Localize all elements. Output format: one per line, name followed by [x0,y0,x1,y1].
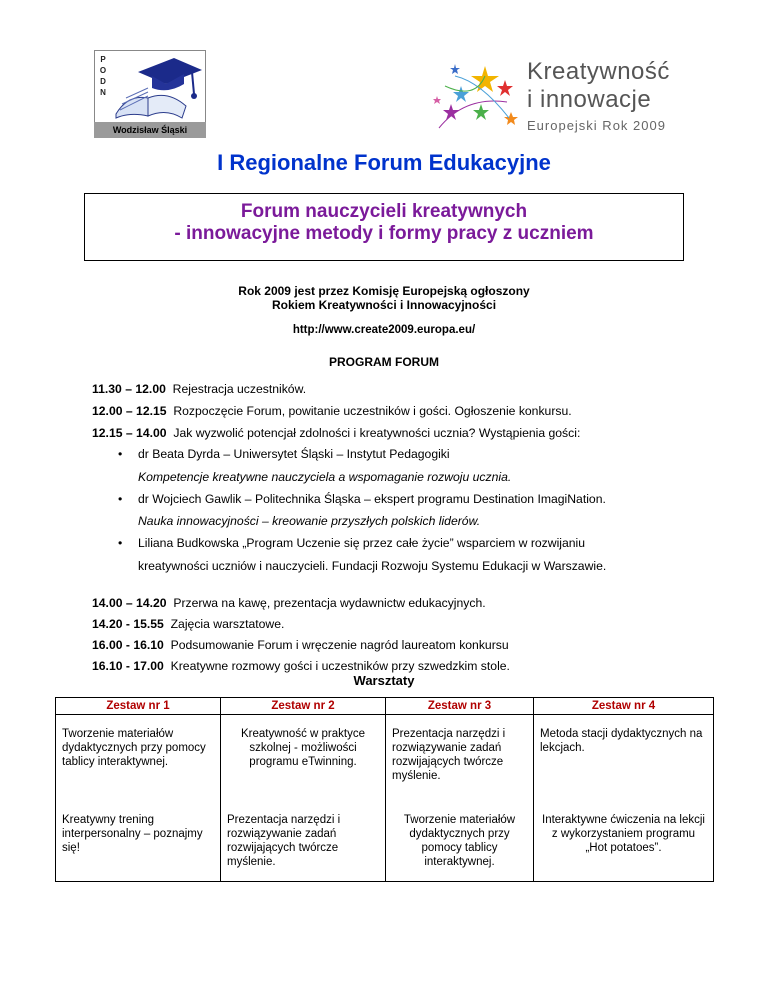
table-cell: Kreatywny trening interpersonalny – poznajmy się! [56,801,221,882]
stars-icon [425,56,525,136]
agenda-time: 12.15 – 14.00 [92,426,167,440]
speaker-topic-text: kreatywności uczniów i nauczycieli. Fundacji Rozwoju Systemu Edukacji w Warszawie. [138,559,607,573]
agenda-time: 16.10 - 17.00 [92,659,164,673]
agenda-item [92,595,692,611]
podn-place: Wodzisław Śląski [94,122,206,138]
table-row [56,801,714,882]
kreat-title-line2: i innowacje [527,86,652,113]
kreat-subtitle: Europejski Rok 2009 [527,118,666,133]
table-cell: Tworzenie materiałów dydaktycznych przy pomocy tablicy interaktywnej. [386,801,534,882]
agenda-text: Przerwa na kawę, prezentacja wydawnictw edukacyjnych. [173,596,486,610]
table-header: Zestaw nr 2 [221,698,386,715]
bullet-icon: • [118,492,123,506]
agenda-time: 16.00 - 16.10 [92,638,164,652]
agenda-item [92,637,692,653]
intro-line2: Rokiem Kreatywności i Innowacyjności [271,298,497,312]
podn-logo [94,50,206,138]
agenda-text: Rejestracja uczestników. [172,382,307,396]
table-row [56,715,714,802]
agenda-text: Jak wyzwolić potencjał zdolności i kreatywności ucznia? Wystąpienia gości: [173,426,581,440]
table-cell: Prezentacja narzędzi i rozwiązywanie zadań rozwijających twórcze myślenie. [221,801,386,882]
table-header-row [56,698,714,715]
forum-title-line1: Forum nauczycieli kreatywnych [240,201,528,222]
graduation-cap-book-icon [108,54,204,120]
workshops-table [55,697,714,882]
agenda-item [92,616,692,632]
workshops-heading: Warsztaty [353,673,415,688]
bullet-icon: • [118,447,123,461]
intro-text [0,284,768,312]
table-header: Zestaw nr 4 [534,698,714,715]
forum-title-line2: - innowacyjne metody i formy pracy z uczniem [174,223,594,244]
agenda-time: 14.20 - 15.55 [92,617,164,631]
agenda-text: Kreatywne rozmowy gości i uczestników przy szwedzkim stole. [170,659,510,673]
agenda-time: 11.30 – 12.00 [92,382,166,396]
agenda-text: Podsumowanie Forum i wręczenie nagród laureatom konkursu [170,638,509,652]
page-title: I Regionalne Forum Edukacyjne [217,150,551,175]
program-heading: PROGRAM FORUM [329,355,439,369]
website-link[interactable]: http://www.create2009.europa.eu/ [292,324,476,336]
agenda-item [92,381,692,397]
speaker-name: Liliana Budkowska „Program Uczenie się przez całe życie” wsparciem w rozwijaniu [138,536,586,550]
agenda-text: Zajęcia warsztatowe. [170,617,285,631]
creativity-year-logo [425,56,685,136]
forum-title-box [84,193,684,261]
bullet-icon: • [118,536,123,550]
table-header: Zestaw nr 1 [56,698,221,715]
intro-line1: Rok 2009 jest przez Komisję Europejską ogłoszony [238,284,530,298]
table-cell: Prezentacja narzędzi i rozwiązywanie zadań rozwijających twórcze myślenie. [386,715,534,802]
table-cell: Tworzenie materiałów dydaktycznych przy pomocy tablicy interaktywnej. [56,715,221,802]
agenda-item [92,658,692,674]
speaker-topic-text: Nauka innowacyjności – kreowanie przyszłych polskich liderów. [138,514,481,528]
table-header: Zestaw nr 3 [386,698,534,715]
agenda-text: Rozpoczęcie Forum, powitanie uczestników i gości. Ogłoszenie konkursu. [173,404,572,418]
podn-letters: P O D N [99,55,107,97]
speaker-topic-text: Kompetencje kreatywne nauczyciela a wspomaganie rozwoju ucznia. [138,470,512,484]
table-cell: Kreatywność w praktyce szkolnej - możliwości programu eTwinning. [221,715,386,802]
agenda-time: 14.00 – 14.20 [92,596,167,610]
kreat-title-line1: Kreatywność [527,58,670,85]
agenda-item [92,425,692,441]
table-cell: Interaktywne ćwiczenia na lekcji z wykorzystaniem programu „Hot potatoes”. [534,801,714,882]
agenda-time: 12.00 – 12.15 [92,404,167,418]
table-cell: Metoda stacji dydaktycznych na lekcjach. [534,715,714,802]
speaker-name: dr Beata Dyrda – Uniwersytet Śląski – Instytut Pedagogiki [138,447,450,461]
agenda-item [92,403,692,419]
speaker-name: dr Wojciech Gawlik – Politechnika Śląska – ekspert programu Destination ImagiNation. [138,492,606,506]
